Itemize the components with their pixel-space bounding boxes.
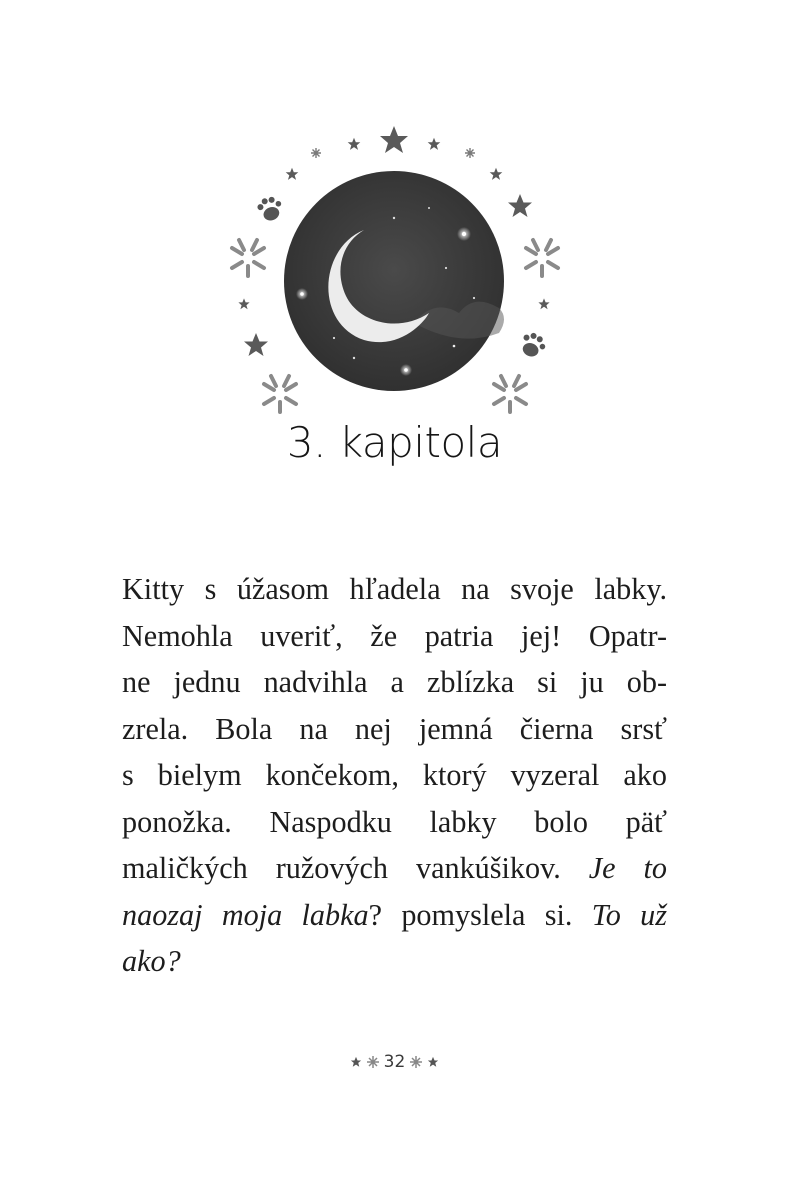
star-icon	[427, 1056, 439, 1068]
page-number: 32	[383, 1052, 406, 1072]
body-paragraph	[122, 566, 667, 985]
night-sky-disc	[284, 171, 504, 391]
italic-text: Je to	[588, 851, 668, 885]
moon-emblem	[214, 118, 578, 428]
text-line	[122, 752, 667, 799]
text-segment: ? pomyslela si.	[368, 897, 592, 932]
text-line	[122, 613, 667, 660]
text-line	[122, 892, 667, 939]
text-segment: zrela. Bola na nej jemná čierna srsť	[122, 711, 667, 746]
italic-text: ako?	[122, 944, 181, 978]
text-line	[122, 938, 667, 985]
text-segment: Nemohla uveriť, že patria jej! Opatr-	[122, 618, 667, 653]
sparkle-icon	[366, 1055, 380, 1069]
sparkle-icon	[311, 148, 475, 158]
italic-text: naozaj moja labka	[122, 897, 369, 932]
italic-text: To už	[591, 897, 667, 932]
text-line	[122, 659, 667, 706]
text-segment: s bielym končekom, ktorý vyzeral ako	[122, 758, 667, 792]
chapter-title: 3. kapitola	[286, 418, 503, 467]
text-segment: Kitty s úžasom hľadela na svoje labky.	[122, 572, 667, 606]
page-footer	[0, 1052, 789, 1072]
star-icon	[350, 1056, 362, 1068]
text-segment: ponožka. Naspodku labky bolo päť	[122, 804, 667, 839]
text-segment: ne jednu nadvihla a zblízka si ju ob-	[122, 665, 667, 699]
text-line	[122, 706, 667, 753]
text-line	[122, 799, 667, 846]
text-line	[122, 566, 667, 613]
text-segment: maličkých ružových vankúšikov.	[122, 851, 589, 885]
text-line	[122, 845, 667, 892]
sparkle-icon	[409, 1055, 423, 1069]
